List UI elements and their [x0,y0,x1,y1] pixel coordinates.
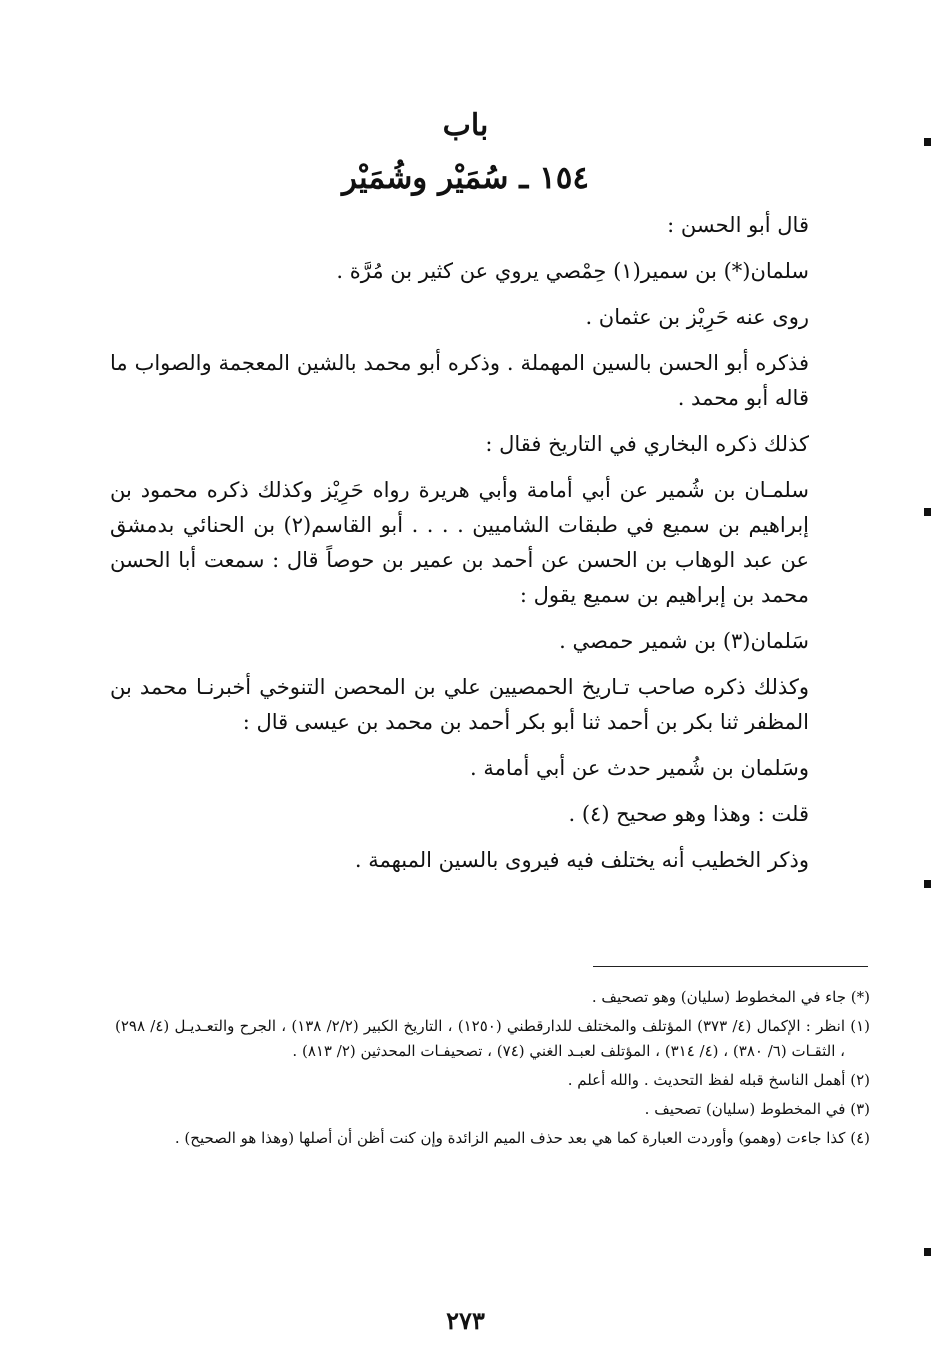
chapter-label: باب [442,108,489,143]
paragraph: سلمان(*) بن سمير(١) حِمْصي يروي عن كثير بن مُرَّة . [336,259,809,283]
paragraph: فذكره أبو الحسن بالسين المهملة . وذكره أبو محمد بالشين المعجمة والصواب ما قاله أبو محمد . [110,351,809,410]
paragraph: وكذلك ذكره صاحب تـاريخ الحمصيين علي بن المحصن التنوخي أخبرنـا محمد بن المظفر ثنا بكر بن أحمد ثنا أبو بكر أحمد بن محمد بن عيسى قال : [110,675,809,734]
footnotes [115,985,870,1155]
footnote: (*) جاء في المخطوط (سليان) وهو تصحيف . [591,988,870,1006]
paragraph: روى عنه حَرِيْز بن عثمان . [585,305,809,329]
paragraph: قال أبو الحسن : [667,213,809,237]
footnote: (٤) كذا جاءت (وهمو) وأوردت العبارة كما هي بعد حذف الميم الزائدة وإن كنت أظن أن أصلها (وهذا هو الصحيح) . [174,1129,870,1147]
paragraph: قلت : وهذا وهو صحيح (٤) . [568,802,809,826]
paragraph: كذلك ذكره البخاري في التاريخ فقال : [485,432,809,456]
scan-edge-mark [924,880,931,888]
main-text [110,208,865,889]
scan-edge-mark [924,138,931,146]
paragraph: سَلمان(٣) بن شمير حمصي . [559,629,809,653]
footnote: (١) انظر : الإكمال (٤/ ٣٧٣) المؤتلف والمختلف للدارقطني (١٢٥٠) ، التاريخ الكبير (٢/٢/ ١٣٨) ، الجرح والتعـديـل (٤/ ٢٩٨) ، الثقـات (٦/ ٣٨٠) ، (٤/ ٣١٤) ، المؤتلف لعبـد الغني (٧٤) ، تصحيفـات المحدثين (٢/ ٨١٣) . [115,1017,871,1060]
footnote: (٣) في المخطوط (سليان) تصحيف . [644,1100,870,1118]
scan-edge-mark [924,508,931,516]
paragraph: وسَلمان بن شُمير حدث عن أبي أمامة . [469,756,809,780]
scan-edge-mark [924,1248,931,1256]
page-number: ٢٧٣ [446,1306,485,1335]
paragraph: وذكر الخطيب أنه يختلف فيه فيروى بالسين المبهمة . [354,848,809,872]
footnote: (٢) أهمل الناسخ قبله لفظ التحديث . والله أعلم . [567,1071,870,1089]
footnote-divider [593,966,868,967]
section-title: ١٥٤ ـ سُمَيْر وشُمَيْر [341,160,590,196]
paragraph: سلمـان بن شُمير عن أبي أمامة وأبي هريرة رواه حَرِيْز وكذلك ذكره محمود بن إبراهيم بن سميع في طبقات الشاميين . . . . أبو القاسم(٢) بن الحنائي بدمشق عن عبد الوهاب بن الحسن عن أحمد بن عمير بن حوصاً قال : سمعت أبا الحسن محمد بن إبراهيم بن سميع يقول : [110,478,809,607]
